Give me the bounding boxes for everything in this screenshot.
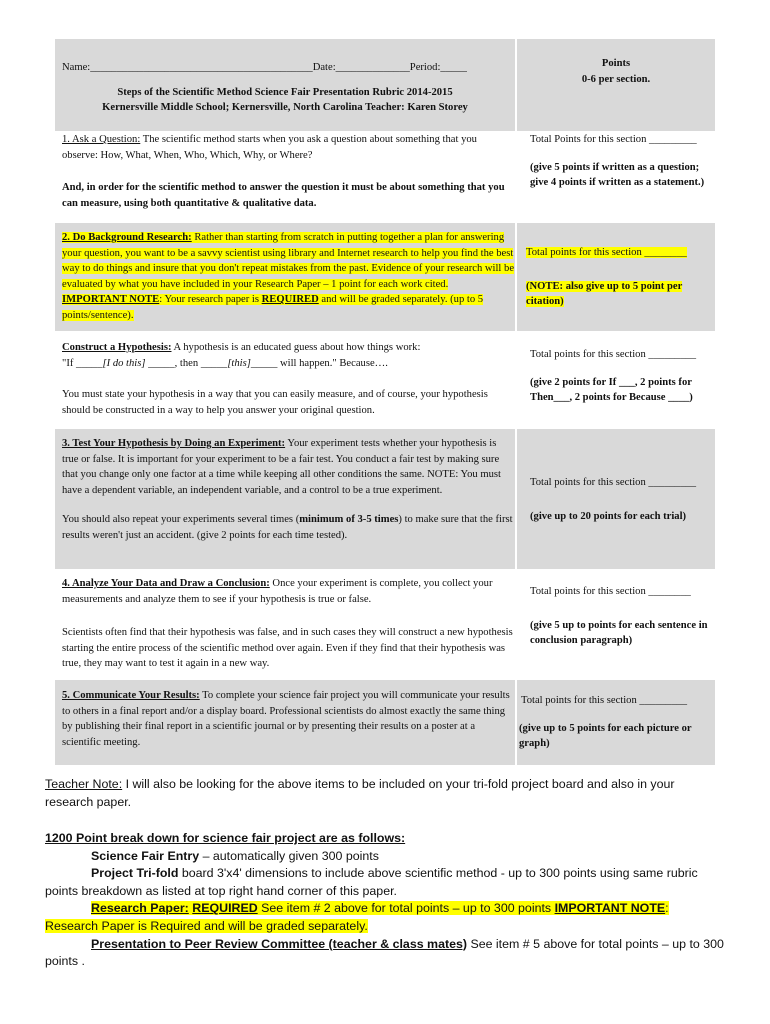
- section-experiment: [55, 429, 715, 570]
- section-hypothesis: [55, 332, 715, 429]
- section-heading: 3. Test Your Hypothesis by Doing an Experiment:: [62, 438, 286, 449]
- section-text: 1. Ask a Question: The scientific method starts when you ask a question about something that you observe: How, What, When, Who, Which, Why, or Where?: [62, 134, 477, 161]
- section-text: 2. Do Background Research: Rather than starting from scratch in putting together a plan for answering your question, you want to be a savvy scientist using library and Internet research to help you find the best way to do things and insure that you don't repeat mistakes from the past. Evidence of your research will be evaluated by what you have included in your Research Paper – 1 point for each work cited. IMPORTANT NOTE: Your research paper is REQUIRED and will be graded separately. (up to 5 points/sentence).: [62, 232, 515, 321]
- points-heading: Points: [601, 58, 631, 69]
- section-text: 3. Test Your Hypothesis by Doing an Experiment: Your experiment tests whether your hypothesis is true or false. It is important for your experiment to be a fair test. You conduct a fair test by making sure that you change only one factor at a time while keeping all other conditions the same. NOTE: You must have a dependent variable, an independent variable, and a control to be a true experiment.: [62, 438, 501, 496]
- important-note: IMPORTANT NOTE: [62, 294, 160, 305]
- school-teacher-title: Kernersville Middle School; Kernersville, North Carolina Teacher: Karen Storey: [102, 102, 468, 113]
- section-heading: Construct a Hypothesis:: [62, 342, 172, 353]
- scoring-hint: (give 2 points for If ___, 2 points for Then___, 2 points for Because ____): [530, 376, 693, 403]
- total-points-field[interactable]: Total points for this section _________: [530, 349, 697, 360]
- breakdown-heading: 1200 Point break down for science fair project are as follows:: [45, 831, 406, 845]
- section-text: 4. Analyze Your Data and Draw a Conclusion: Once your experiment is complete, you collect your measurements and analyze them to see if your hypothesis is true or false.: [62, 578, 493, 605]
- section-heading: 5. Communicate Your Results:: [62, 690, 200, 701]
- total-points-field[interactable]: Total points for this section ________: [526, 247, 687, 258]
- section-text-2: You should also repeat your experiments several times (minimum of 3-5 times) to make sure that the first results weren't just an accident. (give 2 points for each time tested).: [62, 514, 513, 541]
- header-row: [55, 39, 715, 132]
- teacher-note: Teacher Note: I will also be looking for the above items to be included on your tri-fold project board and also in your research paper.: [45, 777, 675, 809]
- section-text-2: You must state your hypothesis in a way that you can easily measure, and of course, your hypothesis should be constructed in a way to help you answer your original question.: [62, 389, 488, 416]
- breakdown-research-paper: Research Paper: REQUIRED See item # 2 above for total points – up to 300 points IMPORTANT NOTE: Research Paper is Required and will be graded separately.: [45, 901, 669, 933]
- points-breakdown: [45, 830, 725, 971]
- rubric-title: Steps of the Scientific Method Science Fair Presentation Rubric 2014-2015: [117, 87, 453, 98]
- section-bold-text: And, in order for the scientific method to answer the question it must be about something that you can measure, using both quantitative & qualitative data.: [62, 182, 505, 209]
- section-ask-question: [55, 132, 715, 223]
- points-subheading: 0-6 per section.: [581, 73, 651, 85]
- breakdown-presentation: Presentation to Peer Review Committee (teacher & class mates) See item # 5 above for total points – up to 300 points .: [45, 936, 724, 969]
- total-points-field[interactable]: Total points for this section _________: [530, 477, 697, 488]
- scoring-hint: (NOTE: also give up to 5 point per citation): [526, 280, 683, 307]
- section-communicate: [55, 680, 715, 766]
- section-heading: 4. Analyze Your Data and Draw a Conclusion:: [62, 578, 270, 589]
- section-text-2: Scientists often find that their hypothesis was false, and in such cases they will construct a new hypothesis starting the entire process of the scientific method over again. Even if they find that their hypothesis was true, they may want to test it again in a new way.: [62, 627, 513, 669]
- total-points-field[interactable]: Total Points for this section _________: [530, 134, 697, 145]
- scoring-hint: (give 5 up to points for each sentence in conclusion paragraph): [530, 619, 708, 646]
- scoring-hint: (give up to 5 points for each picture or graph): [519, 722, 692, 749]
- total-points-field[interactable]: Total points for this section _________: [521, 695, 688, 706]
- section-text: Construct a Hypothesis: A hypothesis is an educated guess about how things work:: [62, 342, 421, 353]
- section-text: 5. Communicate Your Results: To complete your science fair project you will communicate your results to others in a final report and/or a display board. Professional scientists do almost exactly the same thing by publishing their final report in a scientific journal or by presenting their results on a poster at a scientific meeting.: [62, 690, 510, 748]
- section-heading: 2. Do Background Research:: [62, 232, 192, 243]
- scoring-hint: (give 5 points if written as a question; give 4 points if written as a statement.): [530, 161, 705, 188]
- required-label: REQUIRED: [261, 294, 319, 305]
- breakdown-entry: Science Fair Entry – automatically given 300 points: [91, 848, 379, 863]
- scoring-hint: (give up to 20 points for each trial): [530, 510, 687, 522]
- name-date-period-line: Name:__________________________________________Date:______________Period:_____: [62, 62, 467, 73]
- rubric-table: [55, 39, 715, 766]
- hypothesis-template: "If _____[I do this] _____, then _____[this]_____ will happen." Because….: [62, 357, 388, 369]
- section-heading: 1. Ask a Question:: [62, 134, 141, 145]
- section-analyze: [55, 570, 715, 680]
- breakdown-trifold: Project Tri-fold board 3'x4' dimensions to include above scientific method - up to 300 points using same rubric points breakdown as listed at top right hand corner of this paper.: [45, 866, 698, 898]
- section-background-research: [55, 223, 715, 332]
- total-points-field[interactable]: Total points for this section ________: [530, 586, 691, 597]
- teacher-note-label: Teacher Note:: [45, 777, 123, 791]
